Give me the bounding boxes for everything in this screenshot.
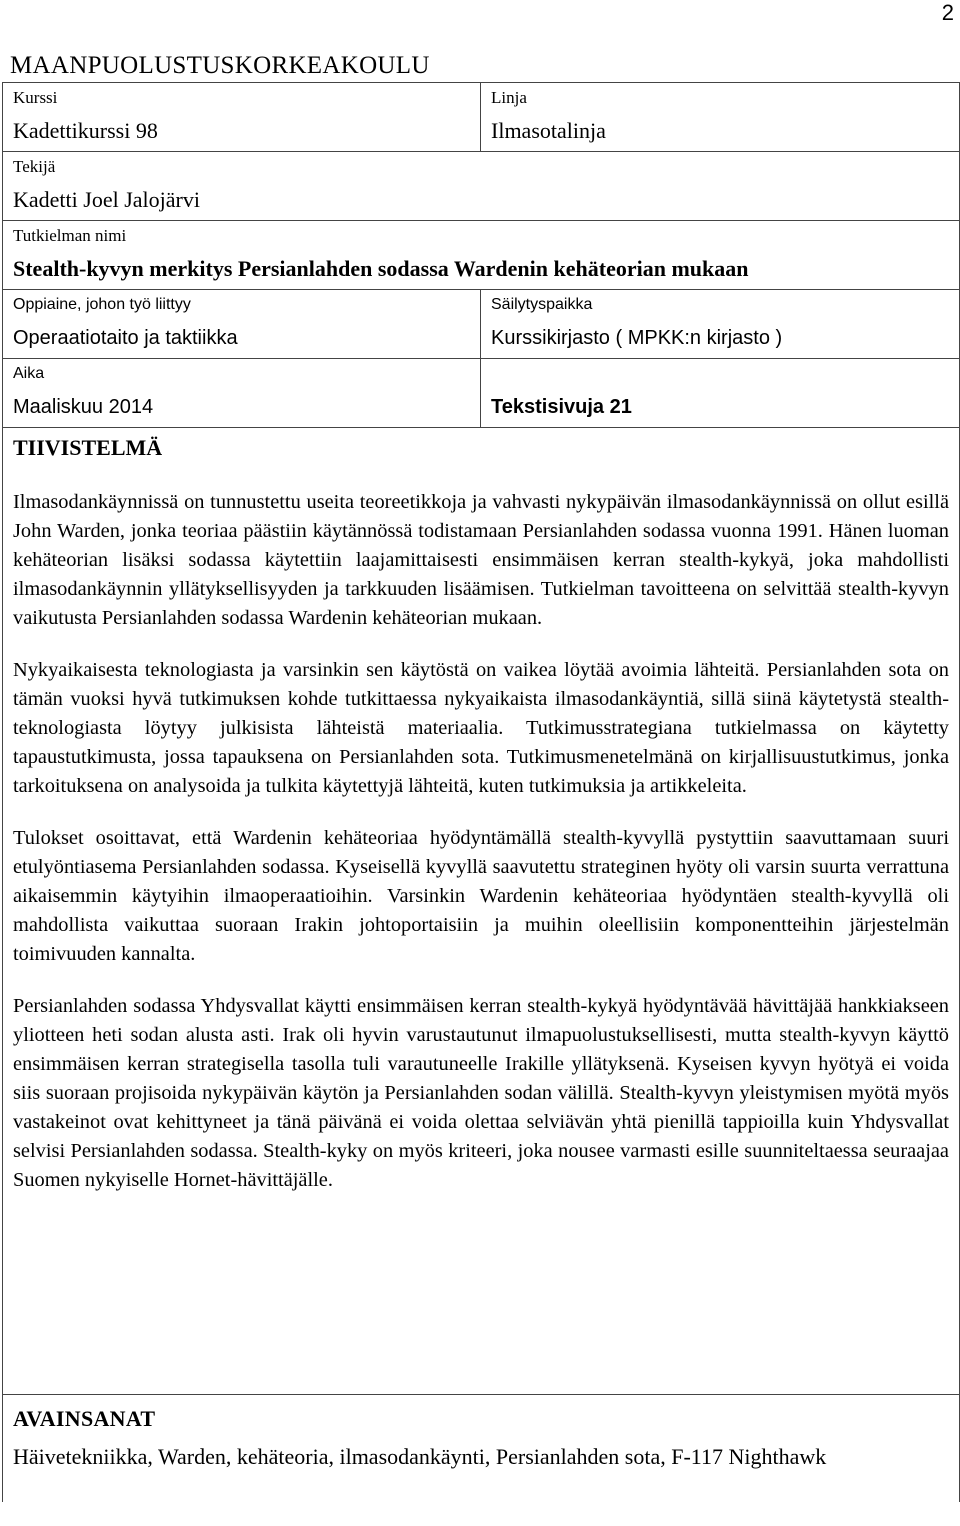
title-row xyxy=(3,221,959,290)
subject-label: Oppiaine, johon työ liittyy xyxy=(13,296,191,313)
course-value: Kadettikurssi 98 xyxy=(13,118,158,143)
author-label: Tekijä xyxy=(13,157,56,176)
title-cell xyxy=(3,221,959,289)
abstract-paragraph: Nykyaikaisesta teknologiasta ja varsinkin sen käytöstä on vaikea löytää avoimia lähteitä. Persianlahden sota on tämän vuoksi hyvä tutkimuksen kohde tutkittaessa nykyaikaista ilmasodankäyntiä, sillä siinä käytetystä stealth-teknologiasta löytyy julkisista lähteistä materiaalia. Tutkimusstrategiana tutkielmassa on käytetty tapaustutkimusta, jossa tapauksena on Persianlahden sota. Tutkimusmenetelmänä on kirjallisuustutkimus, jonka tarkoituksena on analysoida ja tulkita käytettyjä lähteitä, kuten tutkimuksia ja artikkeleita. xyxy=(13,659,949,797)
storage-cell xyxy=(481,290,959,358)
subject-cell xyxy=(3,290,481,358)
line-label: Linja xyxy=(491,88,527,107)
abstract-heading: TIIVISTELMÄ xyxy=(13,435,163,460)
institution-name: MAANPUOLUSTUSKORKEAKOULU xyxy=(10,52,430,79)
keywords-section xyxy=(3,1394,959,1502)
abstract-form xyxy=(2,82,960,1502)
storage-value: Kurssikirjasto ( MPKK:n kirjasto ) xyxy=(491,327,783,349)
line-cell xyxy=(481,83,959,151)
storage-label: Säilytyspaikka xyxy=(491,296,593,313)
pages-cell xyxy=(481,359,959,427)
thesis-title-label: Tutkielman nimi xyxy=(13,226,127,245)
abstract-section xyxy=(3,428,959,1394)
abstract-paragraph: Persianlahden sodassa Yhdysvallat käytti ensimmäisen kerran stealth-kykyä hyödyntävää hävittäjää hankkiakseen yliotteen heti sodan alusta asti. Irak oli hyvin varustautunut ilmapuolustuksellisesti, mutta stealth-kyvyn käyttö ensimmäisen kerran strategisella tasolla tuli varautuneelle Irakille yllätyksenä. Kyseisen kyvyn hyötyä ei voida siis suoraan projisoida nykypäivän käytön ja Persianlahden sodan välillä. Stealth-kyvyn yleistymisen myötä myös vastakeinot ovat kehittyneet ja tänä päivänä ei voida olettaa selviävän yhtä pienillä tappioilla kuin Yhdysvallat selvisi Persianlahden sodassa. Stealth-kyky on myös kriteeri, joka nousee varmasti esille suunniteltaessa seuraajaa Suomen nykyiselle Hornet-hävittäjälle. xyxy=(13,995,949,1191)
keywords-value: Häivetekniikka, Warden, kehäteoria, ilmasodankäynti, Persianlahden sota, F-117 Nighthawk xyxy=(13,1444,827,1469)
date-cell xyxy=(3,359,481,427)
keywords-heading: AVAINSANAT xyxy=(13,1406,156,1431)
text-pages-count: Tekstisivuja 21 xyxy=(491,396,632,418)
abstract-paragraph: Tulokset osoittavat, että Wardenin kehäteoriaa hyödyntämällä stealth-kyvyllä pystyttiin saavuttamaan suuri etulyöntiasema Persianlahden sodassa. Kyseisellä kyvyllä saavutettu strateginen hyöty oli varsin suurta verrattuna aikaisemmin käytyihin ilmaoperaatioihin. Varsinkin Wardenin kehäteoriaa hyödyntäen stealth-kyvyllä oli mahdollista vaikuttaa suoraan Irakin johtoportaisiin ja muihin oleellisiin komponentteihin järjestelmän toimivuuden kannalta. xyxy=(13,827,949,965)
date-label: Aika xyxy=(13,365,45,382)
author-value: Kadetti Joel Jalojärvi xyxy=(13,187,200,212)
course-label: Kurssi xyxy=(13,88,58,107)
course-row xyxy=(3,83,959,152)
abstract-body xyxy=(3,466,959,1394)
date-value: Maaliskuu 2014 xyxy=(13,396,154,418)
page-number: 2 xyxy=(941,0,954,25)
subject-row xyxy=(3,290,959,359)
course-cell xyxy=(3,83,481,151)
date-row xyxy=(3,359,959,428)
author-cell xyxy=(3,152,959,220)
line-value: Ilmasotalinja xyxy=(491,118,606,143)
subject-value: Operaatiotaito ja taktiikka xyxy=(13,327,238,349)
thesis-title-value: Stealth-kyvyn merkitys Persianlahden sodassa Wardenin kehäteorian mukaan xyxy=(13,256,749,281)
abstract-paragraph: Ilmasodankäynnissä on tunnustettu useita teoreetikkoja ja vahvasti nykypäivän ilmasodankäynnissä on ollut esillä John Warden, jonka teoriaa päästiin käytännössä todistamaan Persianlahden sodassa vuonna 1991. Hänen luoman kehäteorian lisäksi sodassa käytettiin laajamittaisesti ensimmäisen kerran stealth-kykyä, joka mahdollisti ilmasodankäynnin yllätyksellisyyden ja tarkkuuden lisäämisen. Tutkielman tavoitteena on selvittää stealth-kyvyn vaikutusta Persianlahden sodassa Wardenin kehäteorian mukaan. xyxy=(13,491,949,629)
author-row xyxy=(3,152,959,221)
